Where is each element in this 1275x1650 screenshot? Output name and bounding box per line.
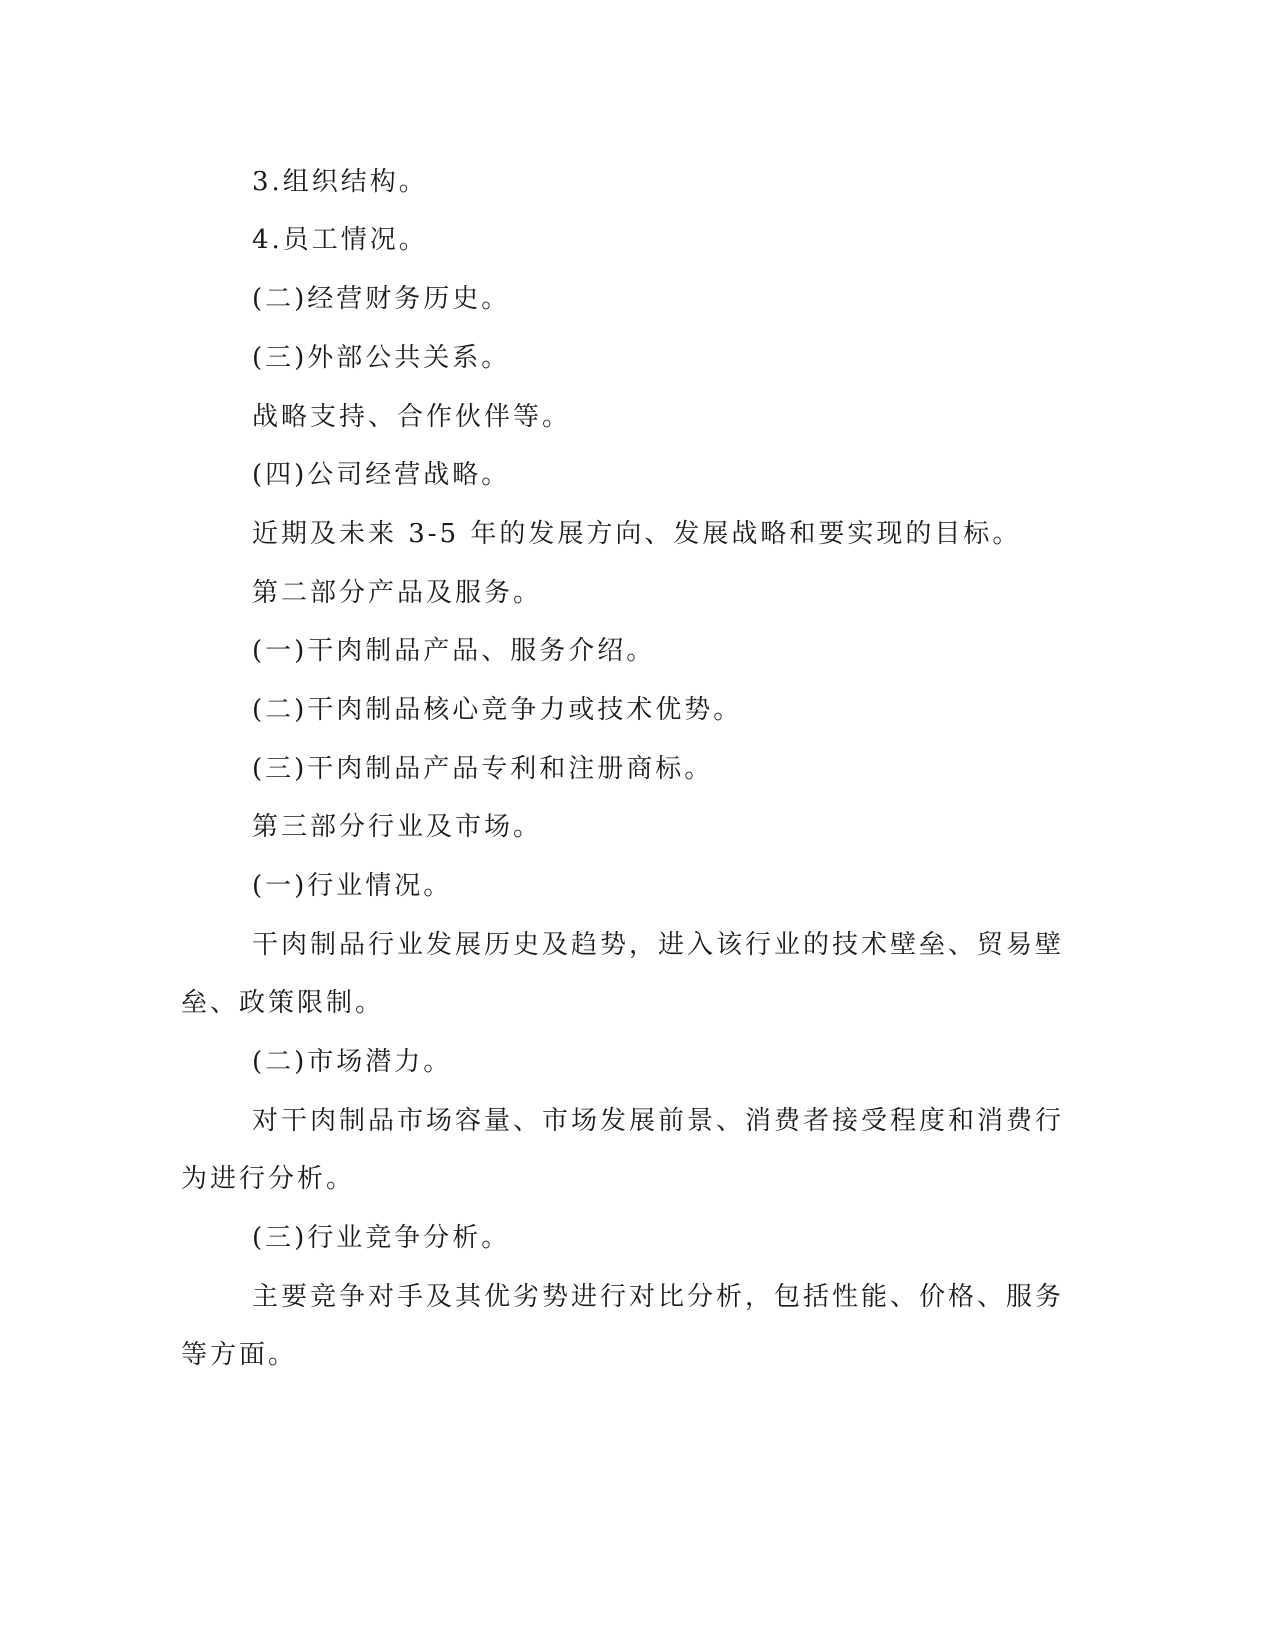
text-line: (一)行业情况。 <box>252 871 453 901</box>
text-line: 主要竞争对手及其优劣势进行对比分析，包括性能、价格、服务 <box>252 1282 1065 1312</box>
text-line: (三)干肉制品产品专利和注册商标。 <box>252 754 714 784</box>
text-line: 为进行分析。 <box>181 1164 356 1194</box>
text-line: 垒、政策限制。 <box>181 988 385 1018</box>
section-heading: 第二部分产品及服务。 <box>252 578 543 608</box>
text-line: (四)公司经营战略。 <box>252 460 511 490</box>
text-line: (三)行业竞争分析。 <box>252 1223 511 1253</box>
text-line: (一)干肉制品产品、服务介绍。 <box>252 636 656 666</box>
text-line: 干肉制品行业发展历史及趋势，进入该行业的技术壁垒、贸易壁 <box>252 930 1065 960</box>
text-line: (二)市场潜力。 <box>252 1047 453 1077</box>
text-line: 等方面。 <box>181 1340 298 1370</box>
text-line: 4.员工情况。 <box>252 225 428 255</box>
text-line: (三)外部公共关系。 <box>252 343 511 373</box>
text-line: 3.组织结构。 <box>252 167 428 197</box>
text-line: (二)经营财务历史。 <box>252 284 511 314</box>
text-line: (二)干肉制品核心竞争力或技术优势。 <box>252 695 743 725</box>
text-line: 近期及未来 3-5 年的发展方向、发展战略和要实现的目标。 <box>252 519 1022 549</box>
section-heading: 第三部分行业及市场。 <box>252 812 543 842</box>
text-line: 战略支持、合作伙伴等。 <box>252 402 572 432</box>
text-line: 对干肉制品市场容量、市场发展前景、消费者接受程度和消费行 <box>252 1106 1065 1136</box>
